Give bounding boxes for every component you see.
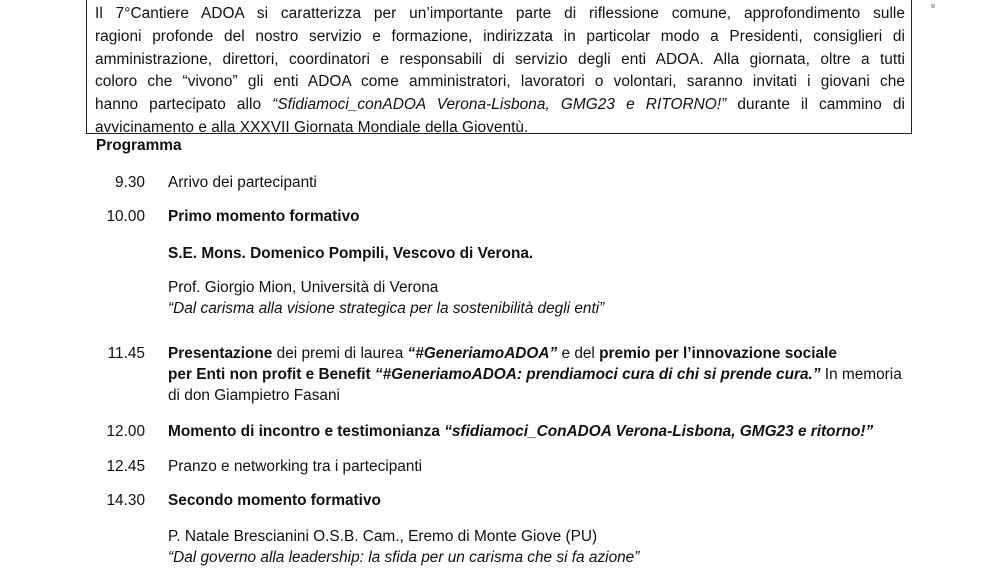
schedule-title: Momento di incontro e testimonianza <box>168 423 445 440</box>
text-bold-italic: “#GeneriamoADOA: prendiamoci cura di chi si prende cura.” <box>374 366 821 383</box>
schedule-time: 12.45 <box>106 458 145 475</box>
intro-box <box>86 0 912 134</box>
schedule-time: 11.45 <box>107 345 145 362</box>
schedule-text <box>168 343 908 406</box>
text-bold: per Enti non profit e Benefit <box>168 366 375 383</box>
schedule-title: Primo momento formativo <box>168 208 360 225</box>
speaker: Prof. Giorgio Mion, Università di Verona <box>168 279 439 296</box>
text: dei premi di laurea <box>272 345 408 362</box>
text: e del <box>557 345 600 362</box>
schedule-text <box>168 421 908 442</box>
intro-text: durante il cammino di <box>737 96 905 114</box>
schedule-time: 14.30 <box>106 492 145 509</box>
programma-heading: Programma <box>96 137 182 154</box>
intro-line: ragioni profonde del nostro servizio e formazione, indirizzata in particolar modo a Presidenti, consiglieri di <box>95 27 905 45</box>
talk-title: “Dal governo alla leadership: la sfida per un carisma che si fa azione” <box>168 549 640 566</box>
schedule-title: Secondo momento formativo <box>168 492 381 509</box>
text-bold: premio per l’innovazione sociale <box>599 345 837 362</box>
schedule-time: 9.30 <box>115 174 145 191</box>
intro-line: Il 7°Cantiere ADOA si caratterizza per un’importante parte di riflessione comune, approfondimento sulle <box>95 5 905 22</box>
text-bold: Presentazione <box>168 345 273 362</box>
talk-title: “Dal carisma alla visione strategica per la sostenibilità degli enti” <box>168 300 605 317</box>
intro-line: avvicinamento e alla XXXVII Giornata Mondiale della Gioventù. <box>95 118 529 136</box>
intro-line <box>95 94 905 117</box>
text: di don Giampietro Fasani <box>168 387 340 404</box>
speaker: P. Natale Brescianini O.S.B. Cam., Eremo di Monte Giove (PU) <box>168 528 598 545</box>
speaker: S.E. Mons. Domenico Pompili, Vescovo di Verona. <box>168 245 534 262</box>
intro-italic-title: “Sfidiamoci_conADOA Verona-Lisbona, GMG23 e RITORNO!” <box>272 96 727 114</box>
schedule-text: Pranzo e networking tra i partecipanti <box>168 458 423 475</box>
corner-mark <box>931 4 935 8</box>
intro-line: coloro che “vivono” gli enti ADOA come amministratori, lavoratori o volontari, saranno invitati i giovani che <box>95 73 905 91</box>
schedule-text: Arrivo dei partecipanti <box>168 174 317 191</box>
schedule-time: 10.00 <box>106 208 145 225</box>
schedule-title-italic: “sfidiamoci_ConADOA Verona-Lisbona, GMG23 e ritorno!” <box>444 423 874 440</box>
text-bold-italic: “#GeneriamoADOA” <box>407 345 558 362</box>
intro-text: hanno partecipato allo <box>95 96 273 114</box>
text: In memoria <box>820 366 902 383</box>
intro-line: amministrazione, direttori, coordinatori e responsabili di servizio degli enti ADOA. Alla giornata, oltre a tutti <box>95 50 905 68</box>
schedule-time: 12.00 <box>106 423 145 440</box>
